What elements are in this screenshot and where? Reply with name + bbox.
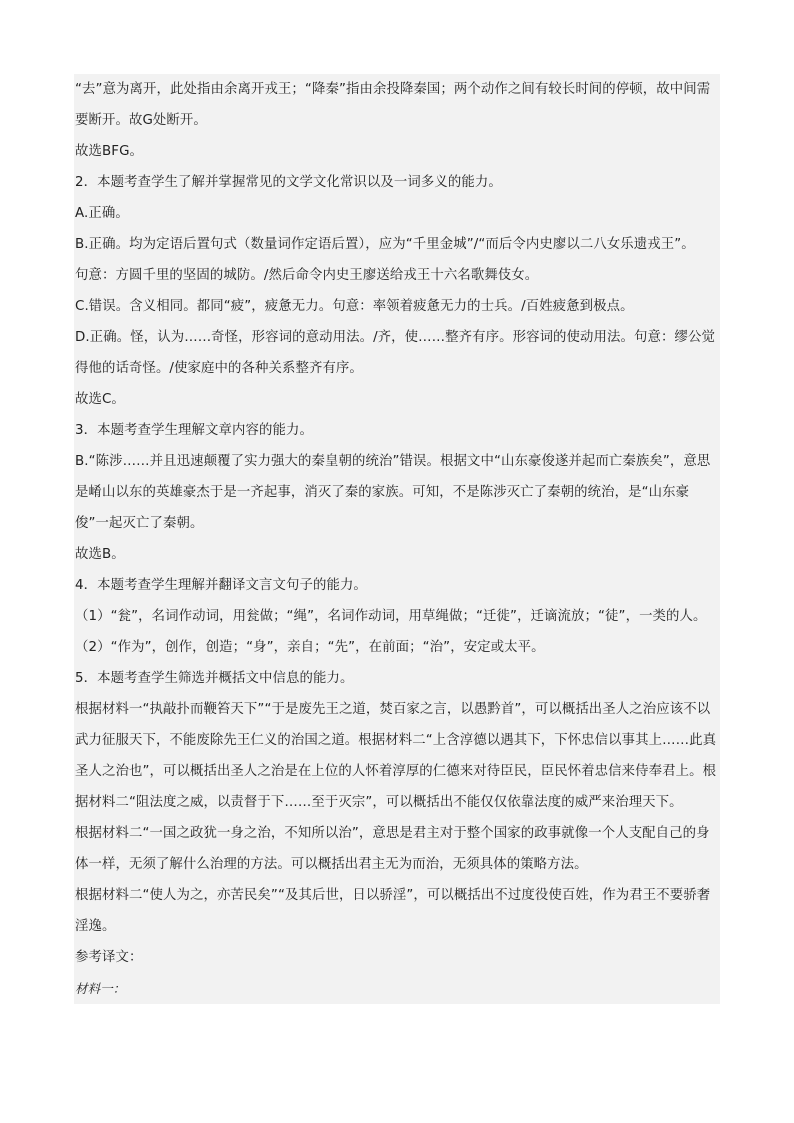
paragraph: 故选C。 [75, 392, 125, 407]
paragraph: B.“陈涉……并且迅速颠覆了实力强大的秦皇朝的统治”错误。根据文中“山东豪俊遂并起而亡秦族矣”，意思是崤山以东的英雄豪杰于是一齐起事，消灭了秦的家族。可知，不是陈涉灭亡了秦朝的统治，是“山东豪俊”一起灭亡了秦朝。 [75, 454, 711, 531]
paragraph: 故选BFG。 [75, 144, 144, 159]
paragraph: D.正确。怪，认为……奇怪，形容词的意动用法。/齐，使……整齐有序。形容词的使动用法。句意：缪公觉得他的话奇怪。/使家庭中的各种关系整齐有序。 [75, 330, 715, 376]
paragraph: 4．本题考查学生理解并翻译文言文句子的能力。 [75, 578, 367, 593]
paragraph: 3．本题考查学生理解文章内容的能力。 [75, 423, 313, 438]
paragraph: 5．本题考查学生筛选并概括文中信息的能力。 [75, 671, 354, 686]
paragraph: A.正确。 [75, 206, 129, 221]
paragraph: 根据材料二“一国之政犹一身之治，不知所以治”，意思是君主对于整个国家的政事就像一个人支配自己的身体一样，无须了解什么治理的方法。可以概括出君主无为而治，无须具体的策略方法。 [75, 826, 710, 872]
paragraph: 故选B。 [75, 547, 125, 562]
document-body [74, 74, 720, 1004]
paragraph: C.错误。含义相同。都同“疲”，疲惫无力。句意：率领着疲惫无力的士兵。/百姓疲惫到极点。 [75, 299, 634, 314]
paragraph: 参考译文： [75, 950, 143, 965]
paragraph: 句意：方圆千里的坚固的城防。/然后命令内史王廖送给戎王十六名歌舞伎女。 [75, 268, 539, 283]
section-label: 材料一： [75, 981, 126, 996]
paragraph: B.正确。均为定语后置句式（数量词作定语后置），应为“千里金城”/“而后令内史廖以二八女乐遗戎王”。 [75, 237, 695, 252]
paragraph: 根据材料二“使人为之，亦苦民矣”“及其后世，日以骄淫”，可以概括出不过度役使百姓，作为君王不要骄奢淫逸。 [75, 888, 711, 934]
paragraph: （2）“作为”，创作，创造；“身”，亲自；“先”，在前面；“治”，安定或太平。 [75, 640, 545, 655]
paragraph: “去”意为离开，此处指由余离开戎王；“降秦”指由余投降秦国；两个动作之间有较长时间的停顿，故中间需要断开。故G处断开。 [75, 82, 711, 128]
paragraph: 2．本题考查学生了解并掌握常见的文学文化常识以及一词多义的能力。 [75, 175, 502, 190]
paragraph: 根据材料一“执敲扑而鞭笞天下”“于是废先王之道，焚百家之言，以愚黔首”，可以概括出圣人之治应该不以武力征服天下，不能废除先王仁义的治国之道。根据材料二“上含淳德以遇其下，下怀忠信以事其上……此真圣人之治也”，可以概括出圣人之治是在上位的人怀着淳厚的仁德来对待臣民，臣民怀着忠信来侍奉君上。根据材料二“阻法度之威，以责督于下……至于灭宗”，可以概括出不能仅仅依靠法度的威严来治理天下。 [75, 702, 717, 810]
paragraph: （1）“瓮”，名词作动词，用瓮做；“绳”，名词作动词，用草绳做；“迁徙”，迁谪流放；“徒”，一类的人。 [75, 609, 707, 624]
